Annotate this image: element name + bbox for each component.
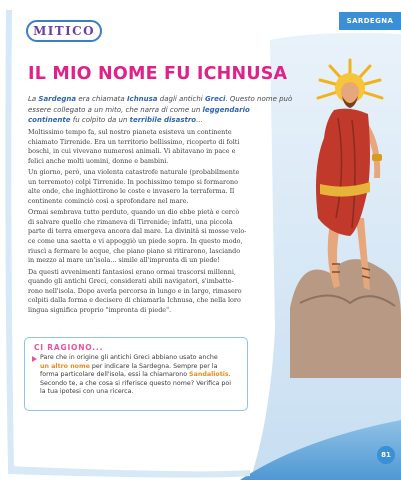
section-label: MITICO <box>33 24 95 38</box>
body-paragraph <box>28 128 298 166</box>
page-number: 81 <box>381 451 391 459</box>
lead-text: ... <box>196 116 203 125</box>
think-box-text <box>40 354 244 397</box>
text-line: chiamato Tirrenide. Era un territorio bellissimo, ricoperto di folti <box>28 137 240 146</box>
god-illustration <box>290 58 401 378</box>
think-highlight: un altro nome <box>40 362 90 370</box>
text-line: Un giorno, però, una violenta catastrofe naturale (probabilmente <box>28 168 240 177</box>
text-line: rono nell'isola. Dopo averla percorsa in lungo e in largo, rimasero <box>28 286 242 295</box>
text-line: ce come una saetta e vi appoggiò un piede sopra. In questo modo, <box>28 237 243 246</box>
text-line: lingua significa proprio "impronta di piede". <box>28 305 172 314</box>
rock-island <box>290 259 401 378</box>
lead-text: La <box>28 95 39 103</box>
text-line: Da questi avvenimenti fantasiosi erano ormai trascorsi millenni, <box>28 267 236 276</box>
lead-paragraph <box>28 94 293 126</box>
page-title: IL MIO NOME FU ICHNUSA <box>28 64 288 84</box>
triangle-arrow-icon <box>32 356 37 362</box>
body-paragraph <box>28 208 298 265</box>
text-line: alte onde, che inghiottirono le coste e invasero la terraferma. Il <box>28 187 235 196</box>
lead-highlight: leggendario continente <box>28 105 250 125</box>
page-number-badge <box>377 446 395 464</box>
text-fragment: per indicare la Sardegna. Sempre per la <box>89 362 218 370</box>
lead-highlight: Ichnusa <box>126 95 158 103</box>
lead-text: . Questo nome può essere collegato a un mito, che narra di come un <box>28 95 293 114</box>
region-tab <box>339 12 401 30</box>
red-robe <box>316 109 370 236</box>
lead-text: fu colpito da un <box>70 116 130 125</box>
think-highlight: Sandaliotis <box>189 371 229 379</box>
lead-highlight: Sardegna <box>38 95 77 103</box>
text-line: in mezzo al mare un'isola... simile all'impronta di un piede! <box>28 256 220 265</box>
body-paragraph <box>28 268 298 316</box>
body-paragraph <box>28 168 298 206</box>
text-line: felici anche molti uomini, donne e bambini. <box>28 156 169 165</box>
section-badge <box>26 20 102 42</box>
text-line: Pare che in origine gli antichi Greci abbiano usato anche <box>40 354 218 361</box>
text-line: la tua ipotesi con una ricerca. <box>40 388 134 396</box>
text-line: Moltissimo tempo fa, sul nostro pianeta esisteva un continente <box>28 128 232 136</box>
lead-text: era chiamata <box>76 95 127 103</box>
lead-text: dagli antichi <box>157 95 205 103</box>
text-line: Secondo te, a che cosa si riferisce questo nome? Verifica poi <box>40 379 232 387</box>
text-fragment: forma particolare dell'isola, essi la chiamarono <box>40 371 190 379</box>
think-box <box>24 337 248 411</box>
text-line: boschi, in cui vivevano numerosi animali. Vi abitavano in pace e <box>28 147 236 156</box>
text-line: quando gli antichi Greci, considerati abili navigatori, s'imbatte- <box>28 277 234 286</box>
text-fragment: . <box>228 371 231 379</box>
text-line: parte di terra emergeva ancora dal mare. La divinità si mosse velo- <box>28 227 247 236</box>
text-line: di salvare quello che rimaneva di Tirrenide; infatti, una piccola <box>28 217 233 226</box>
text-line <box>40 371 244 380</box>
text-line: riuscì a fermare le acque, che piano piano si ritirarono, lasciando <box>28 246 241 255</box>
text-line: Ormai sembrava tutto perduto, quando un dio ebbe pietà e cercò <box>28 208 240 217</box>
region-label: SARDEGNA <box>346 17 394 25</box>
think-box-title: CI RAGIONO... <box>34 343 104 352</box>
lead-highlight: Greci <box>204 95 226 103</box>
lead-highlight: terribile disastro <box>129 116 197 125</box>
text-line: continente cominciò così a sprofondare nel mare. <box>28 196 189 205</box>
bracelet <box>372 154 382 161</box>
text-line <box>40 363 244 372</box>
text-line: un terremoto) colpì Tirrenide. In pochissimo tempo si formarono <box>28 177 238 186</box>
text-line: colpiti dalla forma e decisero di chiamarla Ichnusa, che nella loro <box>28 296 241 305</box>
article-body <box>28 128 298 317</box>
